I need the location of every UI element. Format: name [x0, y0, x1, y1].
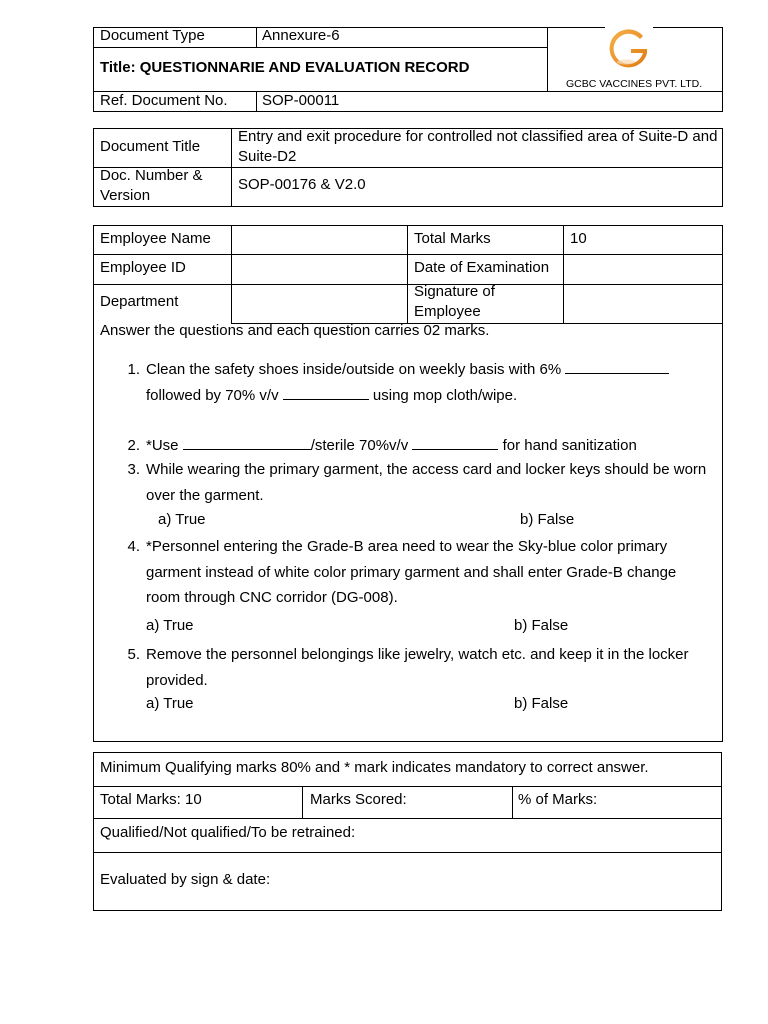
question-3: 3. While wearing the primary garment, the access card and locker keys should be worn over the garment. [127, 461, 707, 504]
q3-option-true[interactable]: a) True [158, 511, 206, 528]
department-label: Department [100, 293, 179, 310]
doc-number-label: Doc. Number & Version [100, 167, 203, 204]
qualified-status-field[interactable]: Qualified/Not qualified/To be retrained: [100, 824, 356, 841]
q5-option-false[interactable]: b) False [514, 695, 569, 712]
employee-id-label: Employee ID [100, 259, 186, 276]
answer-blank[interactable] [412, 435, 498, 450]
document-info-table [93, 128, 723, 207]
question-1: 1. Clean the safety shoes inside/outside on weekly basis with 6% followed by 70% v/v using mop cloth/wipe. [120, 357, 710, 409]
question-2: 2. *Use /sterile 70%v/v for hand sanitization [127, 437, 637, 454]
employee-name-label: Employee Name [100, 230, 211, 247]
questions-intro: Answer the questions and each question carries 02 marks. [100, 322, 490, 339]
q3-option-false[interactable]: b) False [520, 511, 575, 528]
total-marks-summary: Total Marks: 10 [100, 791, 202, 808]
ref-doc-label: Ref. Document No. [100, 92, 228, 109]
percent-marks-field[interactable]: % of Marks: [518, 791, 598, 808]
evaluation-table [93, 752, 722, 911]
answer-blank[interactable] [565, 359, 669, 374]
doc-title-label: Document Title [100, 138, 201, 155]
signature-label: Signature of Employee [414, 283, 495, 320]
answer-blank[interactable] [283, 385, 369, 400]
marks-scored-field[interactable]: Marks Scored: [310, 791, 407, 808]
doc-type-label: Document Type [100, 27, 205, 44]
q4-option-false[interactable]: b) False [514, 617, 569, 634]
doc-title-value: Entry and exit procedure for controlled not classified area of Suite-D and Suite-D2 [238, 128, 718, 165]
total-marks-label: Total Marks [414, 230, 491, 247]
answer-blank[interactable] [183, 435, 311, 450]
question-5: 5. Remove the personnel belongings like jewelry, watch etc. and keep it in the locker provided. [127, 646, 689, 689]
company-logo-icon [607, 29, 651, 71]
doc-type-value: Annexure-6 [262, 27, 340, 44]
ref-doc-value: SOP-00011 [262, 92, 340, 109]
q4-option-true[interactable]: a) True [146, 617, 194, 634]
question-4: 4. *Personnel entering the Grade-B area need to wear the Sky-blue color primary garment instead of white color primary garment and shall enter Grade-B change room through CNC corridor (DG-008). [127, 538, 677, 606]
evaluated-by-field[interactable]: Evaluated by sign & date: [100, 871, 271, 888]
company-name: GCBC VACCINES PVT. LTD. [566, 78, 703, 90]
doc-number-value: SOP-00176 & V2.0 [238, 176, 366, 193]
qualifying-note: Minimum Qualifying marks 80% and * mark indicates mandatory to correct answer. [100, 759, 649, 776]
exam-date-label: Date of Examination [414, 259, 550, 276]
page-title: Title: QUESTIONNARIE AND EVALUATION RECORD [100, 59, 470, 76]
header-table [93, 27, 723, 112]
q5-option-true[interactable]: a) True [146, 695, 194, 712]
total-marks-value: 10 [570, 230, 587, 247]
